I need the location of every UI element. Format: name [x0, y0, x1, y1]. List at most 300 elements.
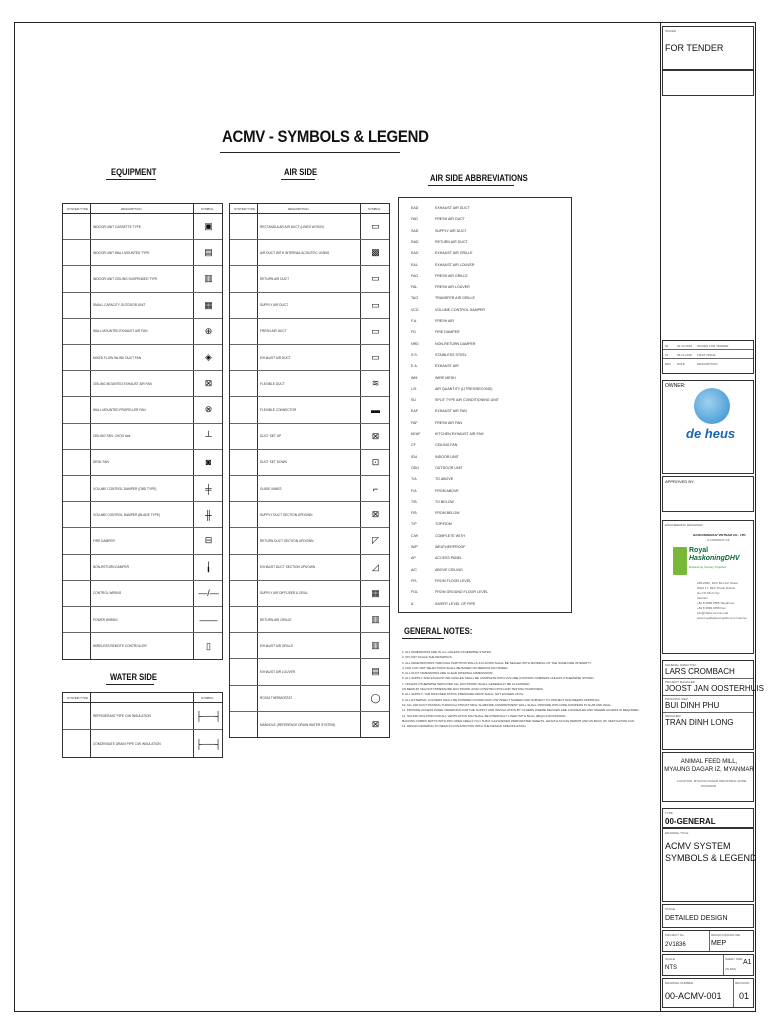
- revision-row: [663, 350, 753, 359]
- table-row: [63, 345, 222, 371]
- table-header: [63, 693, 222, 703]
- sheet-size: A1: [743, 959, 752, 966]
- issue-status: FOR TENDER: [665, 43, 724, 53]
- table-row: [63, 266, 222, 292]
- abbreviation-item: [411, 511, 460, 515]
- air-side-table: [229, 203, 390, 738]
- water-side-table: [62, 692, 223, 758]
- row-symbol-icon: ⌐: [372, 483, 379, 494]
- drawing-title-2: SYMBOLS & LEGEND: [665, 853, 757, 863]
- abbreviation-text: INDOOR UNIT: [435, 454, 459, 459]
- row-description: REFRIGERANT PIPE C/W INSULATION: [93, 714, 151, 718]
- abbreviation-code: W/P: [411, 545, 418, 549]
- stage-box: [662, 904, 754, 928]
- abbreviation-code: EAD: [411, 206, 419, 210]
- table-row: [63, 476, 222, 502]
- project-name-2: MYAUNG DAGAR IZ, MYANMAR: [664, 767, 754, 773]
- row-description: RECTANGULAR AIR DUCT (LINED W/ BOX): [260, 224, 325, 229]
- abbreviation-code: RAD: [411, 239, 419, 244]
- row-description: VOLUME CONTROL DAMPER (OBD TYPE): [93, 486, 157, 491]
- abbreviation-item: [411, 296, 475, 300]
- row-description: INDOOR UNIT CASSETTE TYPE: [93, 224, 141, 229]
- abbreviations-box: [398, 197, 572, 613]
- row-symbol-icon: ▣: [204, 221, 213, 232]
- row-symbol-icon: ├──┤: [195, 711, 222, 721]
- row-symbol-icon: ▤: [371, 666, 380, 677]
- abbreviation-text: FROM GROUND FLOOR LEVEL: [435, 590, 489, 595]
- abbreviation-code: E.A.: [411, 364, 418, 369]
- abbreviation-code: T/A: [411, 477, 417, 482]
- table-row: [63, 424, 222, 450]
- note-item: 11. PROVIDE ACCESS PANEL DRAWINGS FOR THE SUPPLY AND INSTALLATION BY OTHERS WHERE DEVICES ARE CONCEALED AND WHERE ACCESS IS REQUIRED.: [402, 708, 640, 713]
- abbreviation-item: [411, 398, 499, 402]
- royal-haskoning-logo-icon: [673, 547, 687, 575]
- table-row: [63, 528, 222, 554]
- table-row: [63, 319, 222, 345]
- header-symbol: SYMBOL: [201, 207, 214, 211]
- table-row: [230, 266, 389, 292]
- table-row: [230, 397, 389, 423]
- row-symbol-icon: ▤: [204, 247, 213, 258]
- project-no-label: PROJECT No.: [665, 933, 685, 937]
- abbreviation-item: [411, 477, 453, 481]
- drawing-title-label: DRAWING TITLE: [665, 831, 689, 835]
- abbreviation-item: [411, 500, 454, 504]
- discipline-label: DESIGN DISCIPLINE: [711, 933, 741, 937]
- table-row: [230, 214, 389, 240]
- row-description: RETURN AIR GRILLE: [260, 617, 292, 622]
- note-item: 9. ALL EXTERNAL LOUVERS SHALL BE POWDER COATED AND C/W INSECT SCREEN AND SUBJECT TO PROJECT ENGINEERS APPROVAL.: [402, 697, 601, 702]
- project-manager-label: PROJECT MANAGER: [665, 680, 695, 684]
- table-header: [230, 204, 389, 214]
- abbreviation-code: IDU: [411, 454, 418, 459]
- row-symbol-icon: ▥: [371, 640, 380, 651]
- row-description: POWER WIRING: [93, 617, 118, 622]
- row-description: RETURN DUCT SECTION UPDOWN: [260, 538, 314, 543]
- row-description: WIRELESS REMOTE CONTROLLER: [93, 644, 147, 649]
- row-description: DUCT SET UP: [260, 434, 282, 439]
- abbreviation-code: SAD: [411, 228, 419, 233]
- abbreviation-text: FRESH AIR: [435, 319, 454, 323]
- engineering-designer-box: [662, 520, 754, 654]
- header-system-type: SYSTEM TYPE: [67, 207, 88, 211]
- table-row: [230, 240, 389, 266]
- abbreviation-code: AP: [411, 556, 416, 561]
- abbreviation-item: [411, 409, 467, 413]
- row-symbol-icon: ⊟: [204, 535, 213, 546]
- abbreviation-text: SUPPLY AIR DUCT: [435, 228, 467, 233]
- abbreviation-item: [411, 466, 463, 470]
- row-description: CONDENSATE DRAIN PIPE C/W INSULATION: [93, 741, 161, 746]
- abbreviation-code: FAG: [411, 273, 419, 278]
- row-symbol-icon: ▦: [371, 587, 380, 598]
- drawing-title-1: ACMV SYSTEM: [665, 841, 731, 851]
- location-2: MYANMAR: [701, 784, 717, 788]
- revision-description: ISSUED FOR TENDER: [697, 344, 729, 348]
- approved-by-box: [662, 476, 754, 512]
- abbreviations-underline: [428, 185, 514, 186]
- issue-label: ISSUED: [665, 29, 677, 33]
- abbreviation-code: KEAF: [411, 432, 421, 436]
- row-symbol-icon: ▭: [371, 221, 380, 232]
- principal-mep: BUI DINH PHU: [665, 701, 720, 710]
- type-box: [662, 808, 754, 828]
- row-description: GUIDE VANES: [260, 486, 282, 491]
- revision-table: [662, 340, 754, 374]
- designer-brand-1: Royal: [689, 547, 709, 554]
- row-symbol-icon: ◿: [372, 561, 379, 572]
- title-underline: [220, 152, 400, 153]
- abbreviation-item: [411, 330, 460, 334]
- table-row: [63, 371, 222, 397]
- abbreviation-text: INVERT LEVEL OF PIPE: [435, 601, 476, 606]
- table-row: [63, 450, 222, 476]
- abbreviation-text: OUTDOOR UNIT: [435, 465, 463, 470]
- abbreviation-item: [411, 387, 492, 391]
- row-description: EXHAUST AIR DUCT: [260, 355, 291, 360]
- row-symbol-icon: ▭: [371, 273, 380, 284]
- abbreviation-text: ABOVE CEILING: [435, 567, 463, 572]
- row-description: DUCT SET DOWN: [260, 460, 287, 465]
- abbreviation-code: ODU: [411, 465, 419, 470]
- abbreviation-code: FAL: [411, 285, 418, 290]
- row-symbol-icon: ▩: [371, 247, 380, 258]
- abbreviation-text: WEATHERPROOF: [435, 545, 466, 549]
- table-row: [63, 703, 222, 730]
- general-director-label: GENERAL DIRECTOR: [665, 663, 696, 667]
- abbreviation-text: AIR QUANTITY (LITRES/SECOND): [435, 386, 493, 391]
- description-header: DESCRIPTION: [697, 362, 718, 366]
- note-item: 7. UNLESS OTHERWISE INDICATED ALL DUCTWORK SHALL GENERALLY BE CLASSIFIED: [402, 681, 530, 686]
- row-symbol-icon: ▥: [204, 273, 213, 284]
- address-line: Ward 17, Binh Thanh District: [697, 586, 736, 590]
- table-row: [63, 730, 222, 757]
- principal-mep-label: PRINCIPAL MEP: [665, 697, 688, 701]
- drawing-title-box: [662, 828, 757, 902]
- stage-label: STAGE: [665, 907, 675, 911]
- note-item: 8. ALL SUPPLY / AIR DIFFUSER STATIC PRESSURE DROP SHALL NOT EXCEED 25 Pa.: [402, 692, 524, 697]
- abbreviation-item: [411, 319, 454, 323]
- abbreviation-item: [411, 376, 456, 380]
- row-description: EXHAUST AIR LOUVER: [260, 669, 296, 674]
- abbreviation-item: [411, 206, 470, 210]
- table-row: [230, 528, 389, 554]
- table-row: [230, 659, 389, 685]
- abbreviation-text: EXHAUST AIR FAN: [435, 409, 467, 414]
- revision: 01: [739, 991, 750, 1001]
- table-row: [230, 319, 389, 345]
- abbreviation-code: S.S.: [411, 352, 418, 357]
- header-description: DESCRIPTION: [288, 207, 309, 211]
- address-line: Vietnam: [697, 596, 708, 600]
- row-symbol-icon: ├──┤: [195, 738, 222, 749]
- table-row: [63, 555, 222, 581]
- equipment-underline: [106, 179, 156, 180]
- row-symbol-icon: ⊗: [204, 404, 213, 415]
- table-row: [230, 607, 389, 633]
- note-item: 10. ALL AIR DUCT PASSING THROUGH STRUCTURAL SLAB/FIRE COMPARTMENT WALL SHALL PROVIDE WITH FIRE DAMPERS IN SLAB AND WALL.: [402, 702, 613, 707]
- abbreviation-code: FFL: [411, 578, 418, 583]
- row-description: VOLUME CONTROL DAMPER (BLADE TYPE): [93, 512, 160, 517]
- row-description: INDOOR UNIT WALL MOUNTED TYPE: [93, 250, 150, 255]
- scale: NTS: [665, 965, 677, 971]
- note-item: 12. SOUND ISOLATOR FOR ALL VENTILATION FAN SHALL BE INTERNALLY LINED WITH 50mm 48kg/m3 ROCKWOOL.: [402, 713, 567, 718]
- table-row: [230, 581, 389, 607]
- project-no: 2V1836: [665, 942, 686, 948]
- row-description: RETURN AIR DUCT: [260, 276, 290, 281]
- abbreviation-text: FRESH AIR GRILLE: [435, 273, 468, 278]
- project-no-box: [662, 930, 754, 952]
- abbreviation-item: [411, 455, 459, 459]
- abbreviation-text: COMPLETE WITH: [435, 533, 465, 538]
- row-description: SUPPLY AIR DUCT: [260, 303, 289, 308]
- project-manager: JOOST JAN OOSTERHUIS: [665, 684, 764, 693]
- abbreviation-text: FROM BELOW: [435, 511, 460, 516]
- designer-name: TRAN DINH LONG: [665, 718, 734, 727]
- abbreviation-item: [411, 240, 468, 244]
- header-symbol: SYMBOL: [201, 696, 214, 700]
- abbreviation-text: STAINLESS STEEL: [435, 352, 467, 357]
- row-description: EXHAUST AIR GRILLE: [260, 643, 294, 648]
- abbreviation-code: IL: [411, 601, 414, 606]
- abbreviation-item: [411, 274, 468, 278]
- rev-header: REV: [665, 362, 672, 366]
- revision-header: [663, 359, 753, 368]
- row-symbol-icon: ⊠: [204, 378, 213, 389]
- table-header: [63, 204, 222, 214]
- address-line: info@rhdhv.com E-mail: [697, 611, 728, 615]
- air-side-underline: [281, 179, 315, 180]
- air-side-heading: AIR SIDE: [284, 167, 318, 177]
- table-row: [230, 476, 389, 502]
- discipline: MEP: [711, 940, 727, 947]
- row-symbol-icon: ╪: [205, 483, 212, 494]
- designer-tagline: Enhancing Society Together: [689, 565, 727, 569]
- abbreviation-text: KITCHEN EXHAUST AIR FAN: [435, 432, 484, 436]
- row-symbol-icon: ⊠: [371, 719, 380, 730]
- abbreviation-code: FD: [411, 330, 416, 335]
- table-row: [63, 214, 222, 240]
- revision-description: FIRST ISSUE: [697, 353, 716, 357]
- table-row: [230, 555, 389, 581]
- abbreviation-code: L/S: [411, 386, 417, 391]
- table-row: [230, 502, 389, 528]
- table-row: [230, 633, 389, 659]
- row-symbol-icon: ╽: [205, 561, 212, 572]
- page-title: ACMV - SYMBOLS & LEGEND: [222, 127, 429, 146]
- row-description: WALL MOUNTED PROPELLER FAN: [93, 407, 146, 412]
- header-symbol: SYMBOL: [368, 207, 381, 211]
- address-line: 238-238C, Dinh Bo Linh Street: [697, 581, 738, 585]
- table-row: [63, 502, 222, 528]
- sheet-size-note: (IN MM): [725, 967, 736, 971]
- table-row: [63, 581, 222, 607]
- abbreviation-item: [411, 353, 467, 357]
- note-item: 3. ALL PENETRATIONS THROUGH PARTITION WALLS & FLOORS SHALL BE SEALED WITH MATERIAL OF THE SAME FIRE INTEGRITY.: [402, 660, 592, 665]
- sheet-size-label: SHEET SIZE: [725, 957, 743, 961]
- abbreviation-item: [411, 534, 465, 538]
- table-row: [63, 397, 222, 423]
- engineering-designer-label: ENGINEERING DESIGNER:: [665, 523, 704, 527]
- row-description: MANHOLE (REFERENCE DRAIN WATER SYSTEM): [260, 722, 336, 727]
- table-row: [230, 712, 389, 738]
- row-description: CONTROL WIRING: [93, 591, 122, 596]
- personnel-box: [662, 660, 764, 750]
- row-description: MIXED FLOW INLINE DUCT FAN: [93, 355, 142, 360]
- abbreviation-code: T/P: [411, 522, 417, 527]
- row-description: WALL MOUNTED EXHAUST AIR FAN: [93, 329, 148, 334]
- address-line: www.royalhaskoningdhv.com Internet: [697, 616, 747, 620]
- table-row: [63, 240, 222, 266]
- abbreviation-code: EAF: [411, 409, 418, 414]
- abbreviation-text: EXHAUST AIR DUCT: [435, 206, 470, 210]
- row-description: ROOM THERMOSTAT: [260, 696, 293, 701]
- abbreviation-code: C/W: [411, 533, 418, 538]
- abbreviation-code: TAG: [411, 296, 419, 301]
- row-description: NON-RETURN DAMPER: [93, 565, 129, 570]
- table-row: [63, 633, 222, 659]
- note-item: 6. ALL SUPPLY AND EXHAUST AIR GRILLES SHALL BE COMPLETE WITH VOLUME CONTROL DAMPERS UNLESS OTHERWISE STATED.: [402, 676, 595, 681]
- abbreviation-item: [411, 217, 465, 221]
- drawing-number-box: [662, 978, 754, 1008]
- abbreviation-code: F/B: [411, 511, 417, 516]
- row-description: SUPPLY AIR DIFFUSER & GRILL: [260, 591, 309, 596]
- abbreviation-item: [411, 263, 474, 267]
- abbreviation-code: EAG: [411, 251, 419, 256]
- general-director: LARS CROMBACH: [665, 667, 735, 676]
- revision-number: 01: [665, 353, 669, 357]
- issue-stamp-box: [662, 70, 754, 96]
- row-symbol-icon: ◯: [370, 692, 381, 703]
- address-line: +84 8 3899 0358 Fax: [697, 606, 726, 610]
- row-symbol-icon: ◈: [205, 352, 212, 363]
- table-row: [63, 293, 222, 319]
- owner-label: OWNER:: [665, 383, 686, 389]
- note-item: 5. ALL DUCT DIMENSIONS ARE CLEAR INTERNAL DIMENSIONS.: [402, 671, 494, 676]
- address-line: +84 8 3899 2585 Telephone: [697, 601, 735, 605]
- drawing-type: 00-GENERAL: [665, 817, 716, 826]
- header-system-type: SYSTEM TYPE: [234, 207, 255, 211]
- header-system-type: SYSTEM TYPE: [67, 696, 88, 700]
- abbreviation-code: WM: [411, 375, 418, 380]
- project-box: [662, 752, 754, 802]
- drawing-number: 00-ACMV-001: [665, 991, 722, 1001]
- scale-label: SCALE: [665, 957, 675, 961]
- row-symbol-icon: ▥: [371, 614, 380, 625]
- abbreviations-heading: AIR SIDE ABBREVIATIONS: [430, 173, 528, 183]
- abbreviation-text: VOLUME CONTROL DAMPER: [435, 307, 485, 312]
- row-symbol-icon: ⊡: [371, 456, 380, 467]
- row-symbol-icon: ▭: [371, 299, 380, 310]
- table-row: [230, 293, 389, 319]
- equipment-table: [62, 203, 223, 660]
- project-name-1: ANIMAL FEED MILL,: [680, 759, 738, 765]
- abbreviation-text: FROM FLOOR LEVEL: [435, 578, 472, 583]
- row-description: FIRE DAMPER: [93, 538, 115, 543]
- general-notes-underline: [402, 638, 444, 639]
- general-notes-heading: GENERAL NOTES:: [404, 626, 473, 636]
- abbreviation-text: FIRE DAMPER: [435, 330, 460, 335]
- table-row: [230, 345, 389, 371]
- abbreviation-text: FRESH AIR FAN: [435, 420, 462, 425]
- abbreviation-text: NON-RETURN DAMPER: [435, 341, 476, 346]
- abbreviation-item: [411, 432, 483, 436]
- abbreviation-item: [411, 308, 485, 312]
- row-description: SMALL CAPACITY OUTDOOR UNIT: [93, 303, 146, 308]
- abbreviation-text: TRANSFER AIR GRILLE: [435, 296, 475, 301]
- designer-company-sub: A COMPANY OF: [707, 538, 730, 542]
- abbreviation-code: F.A.: [411, 319, 418, 323]
- abbreviation-code: SU: [411, 398, 416, 403]
- header-description: DESCRIPTION: [121, 207, 142, 211]
- row-symbol-icon: —/—: [198, 588, 219, 599]
- abbreviation-text: FRESH AIR LOUVER: [435, 285, 470, 290]
- owner-logo-text: de heus: [686, 426, 736, 441]
- row-symbol-icon: ▬: [371, 404, 380, 415]
- revision-number: 02: [665, 344, 669, 348]
- general-notes-list: [402, 650, 652, 729]
- row-symbol-icon: ▭: [371, 325, 380, 336]
- drawing-number-label: DRAWING NUMBER: [665, 981, 694, 985]
- abbreviation-text: SPLIT TYPE AIR CONDITIONING UNIT: [435, 398, 499, 403]
- abbreviation-item: [411, 556, 462, 560]
- revision-row: [663, 341, 753, 350]
- abbreviation-item: [411, 579, 471, 583]
- stage: DETAILED DESIGN: [665, 915, 728, 922]
- de-heus-logo-icon: [694, 388, 730, 424]
- row-symbol-icon: ◙: [205, 457, 212, 468]
- row-description: DESK FAN: [93, 460, 109, 465]
- abbreviation-text: TO ABOVE: [435, 477, 454, 482]
- abbreviation-code: FAF: [411, 420, 418, 425]
- abbreviation-code: EAL: [411, 262, 418, 267]
- row-symbol-icon: ▦: [204, 299, 213, 310]
- designer-brand-2: HaskoningDHV: [689, 555, 740, 562]
- designer-company: HASKONINGDHV VIETNAM CO., LTD.: [693, 533, 747, 537]
- note-item: 1. ALL DIMENSIONS ARE IN mm UNLESS OTHERWISE STATED.: [402, 650, 492, 654]
- abbreviation-text: TO BELOW: [435, 499, 454, 504]
- row-symbol-icon: ┴: [205, 431, 212, 442]
- row-symbol-icon: ⊠: [371, 430, 380, 441]
- row-symbol-icon: ⊕: [204, 325, 213, 336]
- abbreviation-code: FGL: [411, 590, 418, 595]
- abbreviation-item: [411, 229, 467, 233]
- abbreviation-text: WIRE MESH: [435, 375, 456, 380]
- abbreviation-item: [411, 364, 459, 368]
- abbreviation-text: FRESH AIR DUCT: [435, 217, 465, 222]
- abbreviation-code: NRD: [411, 341, 419, 346]
- row-description: EXHAUST DUCT SECTION UPDOWN: [260, 565, 316, 570]
- abbreviation-code: T/B: [411, 499, 417, 504]
- row-symbol-icon: ⊠: [371, 509, 380, 520]
- abbreviation-text: EXHAUST AIR GRILLE: [435, 251, 473, 256]
- row-symbol-icon: ◸: [372, 535, 379, 546]
- abbreviation-item: [411, 421, 462, 425]
- note-item: BACKING FABRIC BATTS WITH 45% OPEN AREA 0.7mm THICK GALVANISED PERFORATED SHEETS, LENGTH AS FAN PERMIT AND AS BACK OF VENTILATION FAN.: [402, 718, 635, 723]
- equipment-heading: EQUIPMENT: [111, 167, 157, 177]
- note-item: AS MEDIUM VELOCITY/PRESSURE DUCTWORK (FOR CONSTRUCTION AND TESTING PURPOSES).: [402, 687, 544, 692]
- scale-box: [662, 954, 754, 976]
- abbreviation-item: [411, 522, 452, 526]
- abbreviation-text: ACCESS PANEL: [435, 556, 463, 561]
- row-description: FLEXIBLE CONNECTOR: [260, 407, 297, 412]
- revision-label: REVISION: [735, 981, 750, 985]
- abbreviation-text: EXHAUST AIR LOUVER: [435, 262, 475, 267]
- row-symbol-icon: ▭: [371, 352, 380, 363]
- abbreviation-code: A/C: [411, 567, 417, 572]
- row-symbol-icon: ╫: [205, 509, 212, 520]
- issue-box: [662, 26, 754, 70]
